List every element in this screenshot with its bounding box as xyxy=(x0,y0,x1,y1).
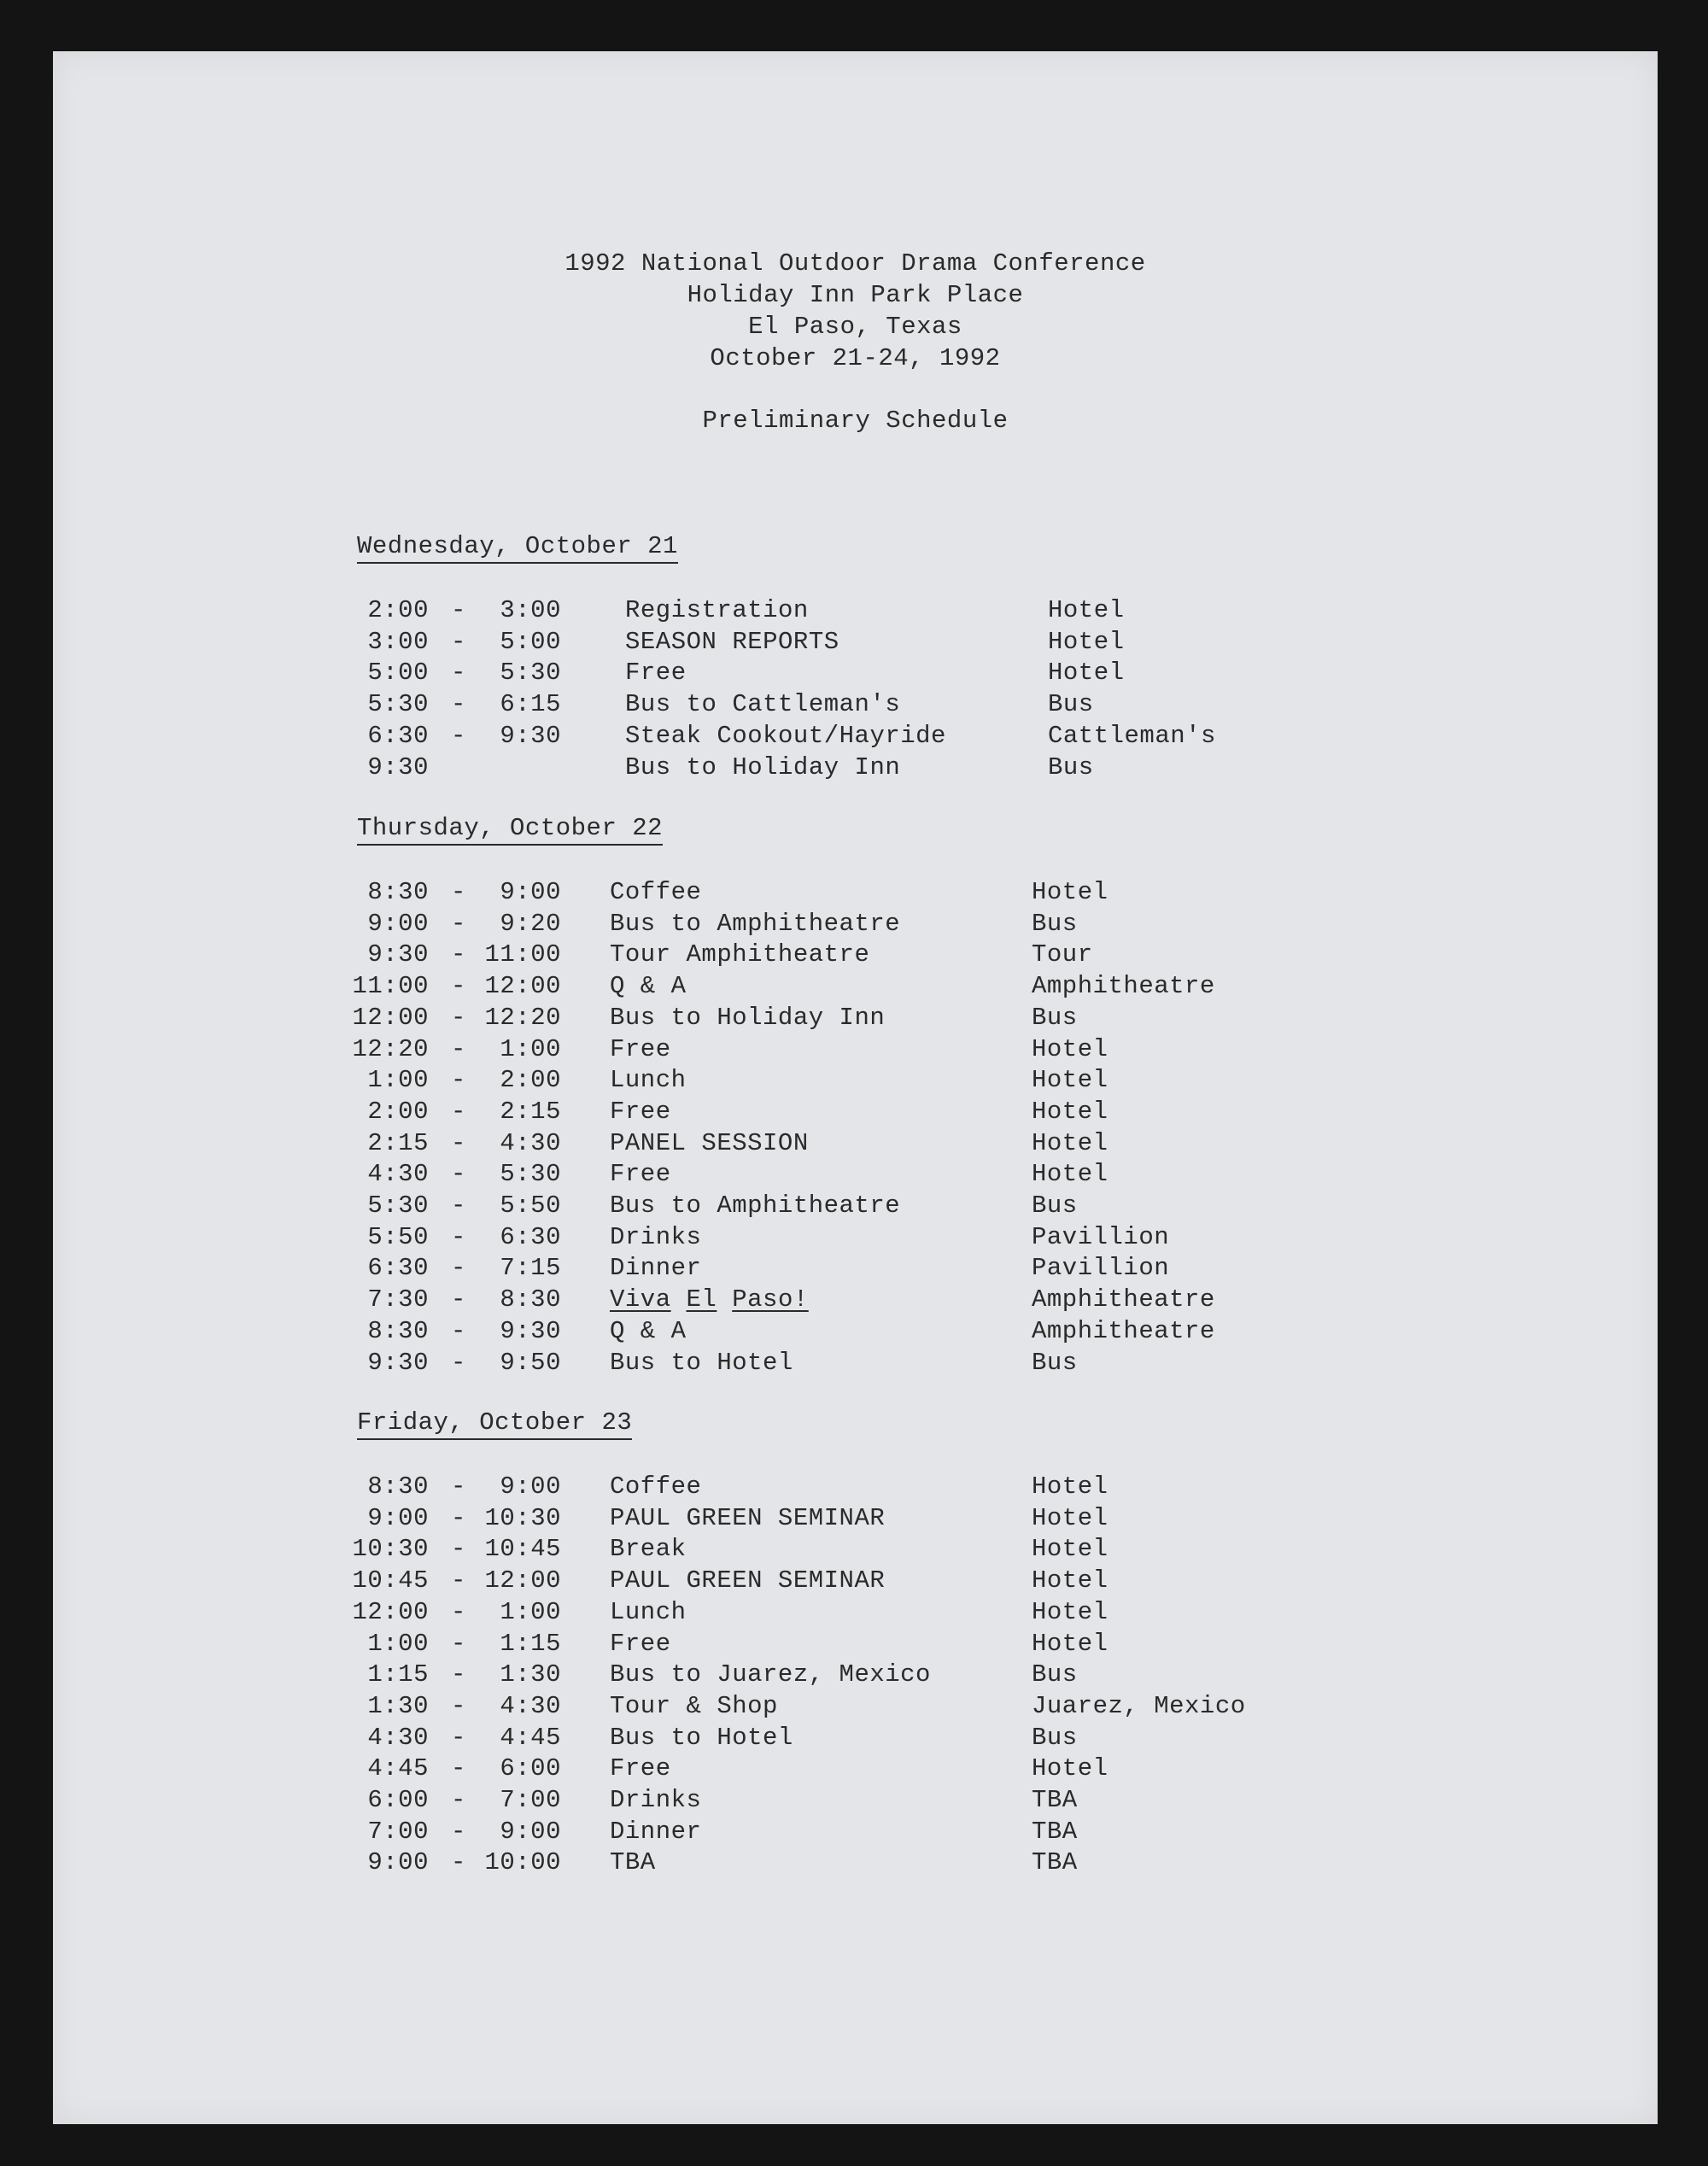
event-location: Bus xyxy=(1032,1660,1078,1689)
event-name: Bus to Holiday Inn xyxy=(610,1003,886,1032)
end-time: 5:30 xyxy=(500,659,561,688)
schedule-row xyxy=(53,1724,1658,1754)
schedule-row xyxy=(53,1692,1658,1723)
event-location: Bus xyxy=(1032,1348,1078,1377)
start-time: 5:50 xyxy=(367,1222,429,1251)
schedule-row xyxy=(53,1754,1658,1785)
schedule-row xyxy=(53,628,1658,659)
end-time: 3:00 xyxy=(500,596,561,624)
event-location: Hotel xyxy=(1032,878,1108,906)
event-name: Registration xyxy=(625,596,809,624)
event-location: Hotel xyxy=(1032,1034,1108,1063)
day-heading: Thursday, October 22 xyxy=(357,816,663,846)
schedule-row xyxy=(53,1004,1658,1034)
event-location: Hotel xyxy=(1032,1097,1108,1126)
event-location: Hotel xyxy=(1032,1629,1108,1658)
time-separator: - xyxy=(451,1160,466,1189)
event-location: Bus xyxy=(1032,1191,1078,1220)
event-name: Coffee xyxy=(610,1472,702,1501)
event-location: Hotel xyxy=(1032,1535,1108,1564)
time-separator: - xyxy=(451,1128,466,1157)
end-time: 2:00 xyxy=(500,1066,561,1095)
time-separator: - xyxy=(451,1034,466,1063)
time-separator: - xyxy=(451,1691,466,1720)
time-separator: - xyxy=(451,940,466,969)
schedule-row xyxy=(53,596,1658,627)
event-location: Amphitheatre xyxy=(1032,1316,1215,1345)
event-location: Hotel xyxy=(1032,1066,1108,1095)
event-location: Hotel xyxy=(1032,1160,1108,1189)
event-name: Bus to Amphitheatre xyxy=(610,909,901,938)
schedule-row xyxy=(53,1349,1658,1379)
start-time: 10:30 xyxy=(352,1535,429,1564)
event-location: Juarez, Mexico xyxy=(1032,1691,1246,1720)
event-name: TBA xyxy=(610,1848,656,1877)
event-location: Hotel xyxy=(1048,627,1125,656)
venue-city: El Paso, Texas xyxy=(748,313,962,341)
event-location: Hotel xyxy=(1032,1597,1108,1626)
time-separator: - xyxy=(451,1472,466,1501)
schedule-row xyxy=(53,1535,1658,1566)
event-name: Break xyxy=(610,1535,687,1564)
start-time: 5:00 xyxy=(367,659,429,688)
end-time: 5:50 xyxy=(500,1191,561,1220)
schedule-row xyxy=(53,1285,1658,1316)
event-name: Dinner xyxy=(610,1817,702,1846)
schedule-row xyxy=(53,1504,1658,1535)
time-separator: - xyxy=(451,1316,466,1345)
time-separator: - xyxy=(451,1723,466,1752)
start-time: 1:30 xyxy=(367,1691,429,1720)
event-location: Bus xyxy=(1032,909,1078,938)
start-time: 9:30 xyxy=(367,940,429,969)
event-location: Hotel xyxy=(1032,1566,1108,1595)
start-time: 11:00 xyxy=(352,972,429,1001)
event-location: TBA xyxy=(1032,1786,1078,1814)
start-time: 12:20 xyxy=(352,1034,429,1063)
end-time: 4:45 xyxy=(500,1723,561,1752)
time-separator: - xyxy=(451,1848,466,1877)
event-name: Bus to Hotel xyxy=(610,1348,793,1377)
schedule-row xyxy=(53,1818,1658,1848)
event-location: Amphitheatre xyxy=(1032,1285,1215,1314)
end-time: 2:15 xyxy=(500,1097,561,1126)
schedule-row xyxy=(53,1660,1658,1691)
start-time: 1:15 xyxy=(367,1660,429,1689)
time-separator: - xyxy=(451,1597,466,1626)
event-name: Drinks xyxy=(610,1786,702,1814)
event-name: Q & A xyxy=(610,972,687,1001)
schedule-row xyxy=(53,1254,1658,1285)
event-name: Bus to Hotel xyxy=(610,1723,793,1752)
event-location: Hotel xyxy=(1032,1472,1108,1501)
schedule-row xyxy=(53,753,1658,784)
time-separator: - xyxy=(451,1566,466,1595)
time-separator: - xyxy=(451,878,466,906)
event-location: Hotel xyxy=(1032,1503,1108,1532)
event-location: Cattleman's xyxy=(1048,721,1216,750)
venue-name: Holiday Inn Park Place xyxy=(687,281,1024,309)
event-location: Bus xyxy=(1048,690,1094,719)
event-name: Free xyxy=(610,1754,671,1783)
time-separator: - xyxy=(451,909,466,938)
event-name: Drinks xyxy=(610,1222,702,1251)
end-time: 10:30 xyxy=(484,1503,561,1532)
start-time: 4:30 xyxy=(367,1723,429,1752)
start-time: 2:00 xyxy=(367,1097,429,1126)
event-name: Bus to Juarez, Mexico xyxy=(610,1660,931,1689)
end-time: 1:00 xyxy=(500,1597,561,1626)
end-time: 6:15 xyxy=(500,690,561,719)
schedule-row xyxy=(53,1098,1658,1128)
event-location: Amphitheatre xyxy=(1032,972,1215,1001)
start-time: 8:30 xyxy=(367,1472,429,1501)
schedule-row xyxy=(53,1160,1658,1191)
end-time: 8:30 xyxy=(500,1285,561,1314)
start-time: 8:30 xyxy=(367,878,429,906)
time-separator: - xyxy=(451,690,466,719)
end-time: 1:00 xyxy=(500,1034,561,1063)
document-page xyxy=(53,51,1658,2124)
end-time: 5:00 xyxy=(500,627,561,656)
schedule-row xyxy=(53,659,1658,689)
time-separator: - xyxy=(451,1097,466,1126)
time-separator: - xyxy=(451,1535,466,1564)
event-name: Free xyxy=(610,1034,671,1063)
schedule-row xyxy=(53,1191,1658,1222)
time-separator: - xyxy=(451,1503,466,1532)
event-location: Tour xyxy=(1032,940,1093,969)
event-name: Free xyxy=(610,1160,671,1189)
time-separator: - xyxy=(451,1660,466,1689)
event-name: Free xyxy=(610,1629,671,1658)
event-location: Bus xyxy=(1032,1003,1078,1032)
end-time: 12:00 xyxy=(484,972,561,1001)
end-time: 4:30 xyxy=(500,1128,561,1157)
event-location: TBA xyxy=(1032,1817,1078,1846)
end-time: 9:30 xyxy=(500,1316,561,1345)
event-location: Pavillion xyxy=(1032,1222,1170,1251)
event-name: Free xyxy=(625,659,687,688)
start-time: 12:00 xyxy=(352,1597,429,1626)
start-time: 1:00 xyxy=(367,1629,429,1658)
schedule-row xyxy=(53,940,1658,971)
start-time: 6:30 xyxy=(367,1254,429,1283)
event-name: Viva El Paso! xyxy=(610,1285,809,1314)
end-time: 9:00 xyxy=(500,1817,561,1846)
event-name: Coffee xyxy=(610,878,702,906)
event-location: Hotel xyxy=(1048,596,1125,624)
end-time: 6:00 xyxy=(500,1754,561,1783)
schedule-row xyxy=(53,1566,1658,1597)
event-name: Lunch xyxy=(610,1597,687,1626)
start-time: 6:00 xyxy=(367,1786,429,1814)
event-name: Tour Amphitheatre xyxy=(610,940,870,969)
schedule-subtitle: Preliminary Schedule xyxy=(702,407,1009,435)
schedule-row xyxy=(53,1317,1658,1348)
day-heading: Wednesday, October 21 xyxy=(357,534,678,564)
schedule-row xyxy=(53,1066,1658,1097)
start-time: 7:30 xyxy=(367,1285,429,1314)
event-name: Bus to Cattleman's xyxy=(625,690,901,719)
event-name: Tour & Shop xyxy=(610,1691,778,1720)
start-time: 9:30 xyxy=(367,752,429,782)
end-time: 4:30 xyxy=(500,1691,561,1720)
start-time: 8:30 xyxy=(367,1316,429,1345)
schedule-row xyxy=(53,972,1658,1003)
end-time: 11:00 xyxy=(484,940,561,969)
event-name: Free xyxy=(610,1097,671,1126)
start-time: 2:00 xyxy=(367,596,429,624)
time-separator: - xyxy=(451,1191,466,1220)
end-time: 12:20 xyxy=(484,1003,561,1032)
start-time: 5:30 xyxy=(367,1191,429,1220)
event-location: Hotel xyxy=(1048,659,1125,688)
event-name: PAUL GREEN SEMINAR xyxy=(610,1503,886,1532)
event-name: SEASON REPORTS xyxy=(625,627,839,656)
event-name: Q & A xyxy=(610,1316,687,1345)
end-time: 5:30 xyxy=(500,1160,561,1189)
start-time: 4:45 xyxy=(367,1754,429,1783)
end-time: 9:00 xyxy=(500,1472,561,1501)
end-time: 10:45 xyxy=(484,1535,561,1564)
time-separator: - xyxy=(451,1285,466,1314)
end-time: 9:50 xyxy=(500,1348,561,1377)
event-name: Dinner xyxy=(610,1254,702,1283)
event-name: PANEL SESSION xyxy=(610,1128,809,1157)
event-location: TBA xyxy=(1032,1848,1078,1877)
event-location: Bus xyxy=(1048,752,1094,782)
event-name: Steak Cookout/Hayride xyxy=(625,721,946,750)
start-time: 6:30 xyxy=(367,721,429,750)
time-separator: - xyxy=(451,1066,466,1095)
schedule-row xyxy=(53,878,1658,909)
schedule-row xyxy=(53,1223,1658,1254)
conference-dates: October 21-24, 1992 xyxy=(710,344,1001,372)
schedule-row xyxy=(53,910,1658,940)
event-name: Bus to Amphitheatre xyxy=(610,1191,901,1220)
event-location: Pavillion xyxy=(1032,1254,1170,1283)
end-time: 7:00 xyxy=(500,1786,561,1814)
schedule-row xyxy=(53,1035,1658,1066)
start-time: 10:45 xyxy=(352,1566,429,1595)
start-time: 5:30 xyxy=(367,690,429,719)
end-time: 1:30 xyxy=(500,1660,561,1689)
time-separator: - xyxy=(451,659,466,688)
start-time: 9:00 xyxy=(367,1503,429,1532)
end-time: 9:00 xyxy=(500,878,561,906)
start-time: 3:00 xyxy=(367,627,429,656)
schedule-row xyxy=(53,1630,1658,1660)
end-time: 1:15 xyxy=(500,1629,561,1658)
start-time: 12:00 xyxy=(352,1003,429,1032)
event-location: Hotel xyxy=(1032,1128,1108,1157)
start-time: 4:30 xyxy=(367,1160,429,1189)
conference-title: 1992 National Outdoor Drama Conference xyxy=(564,249,1146,278)
schedule-row xyxy=(53,1129,1658,1160)
start-time: 9:30 xyxy=(367,1348,429,1377)
schedule-row xyxy=(53,1848,1658,1879)
time-separator: - xyxy=(451,972,466,1001)
day-heading: Friday, October 23 xyxy=(357,1410,632,1440)
schedule-row xyxy=(53,1472,1658,1503)
time-separator: - xyxy=(451,1629,466,1658)
end-time: 6:30 xyxy=(500,1222,561,1251)
end-time: 12:00 xyxy=(484,1566,561,1595)
time-separator: - xyxy=(451,1348,466,1377)
start-time: 1:00 xyxy=(367,1066,429,1095)
event-name: PAUL GREEN SEMINAR xyxy=(610,1566,886,1595)
start-time: 9:00 xyxy=(367,909,429,938)
event-name: Bus to Holiday Inn xyxy=(625,752,901,782)
time-separator: - xyxy=(451,1817,466,1846)
end-time: 7:15 xyxy=(500,1254,561,1283)
end-time: 9:20 xyxy=(500,909,561,938)
time-separator: - xyxy=(451,596,466,624)
time-separator: - xyxy=(451,1222,466,1251)
time-separator: - xyxy=(451,721,466,750)
time-separator: - xyxy=(451,1003,466,1032)
schedule-row xyxy=(53,690,1658,721)
event-location: Bus xyxy=(1032,1723,1078,1752)
schedule-row xyxy=(53,1786,1658,1817)
event-name: Lunch xyxy=(610,1066,687,1095)
end-time: 10:00 xyxy=(484,1848,561,1877)
time-separator: - xyxy=(451,1754,466,1783)
schedule-row xyxy=(53,722,1658,752)
time-separator: - xyxy=(451,1254,466,1283)
time-separator: - xyxy=(451,627,466,656)
end-time: 9:30 xyxy=(500,721,561,750)
schedule-row xyxy=(53,1598,1658,1629)
start-time: 2:15 xyxy=(367,1128,429,1157)
start-time: 9:00 xyxy=(367,1848,429,1877)
time-separator: - xyxy=(451,1786,466,1814)
event-location: Hotel xyxy=(1032,1754,1108,1783)
start-time: 7:00 xyxy=(367,1817,429,1846)
